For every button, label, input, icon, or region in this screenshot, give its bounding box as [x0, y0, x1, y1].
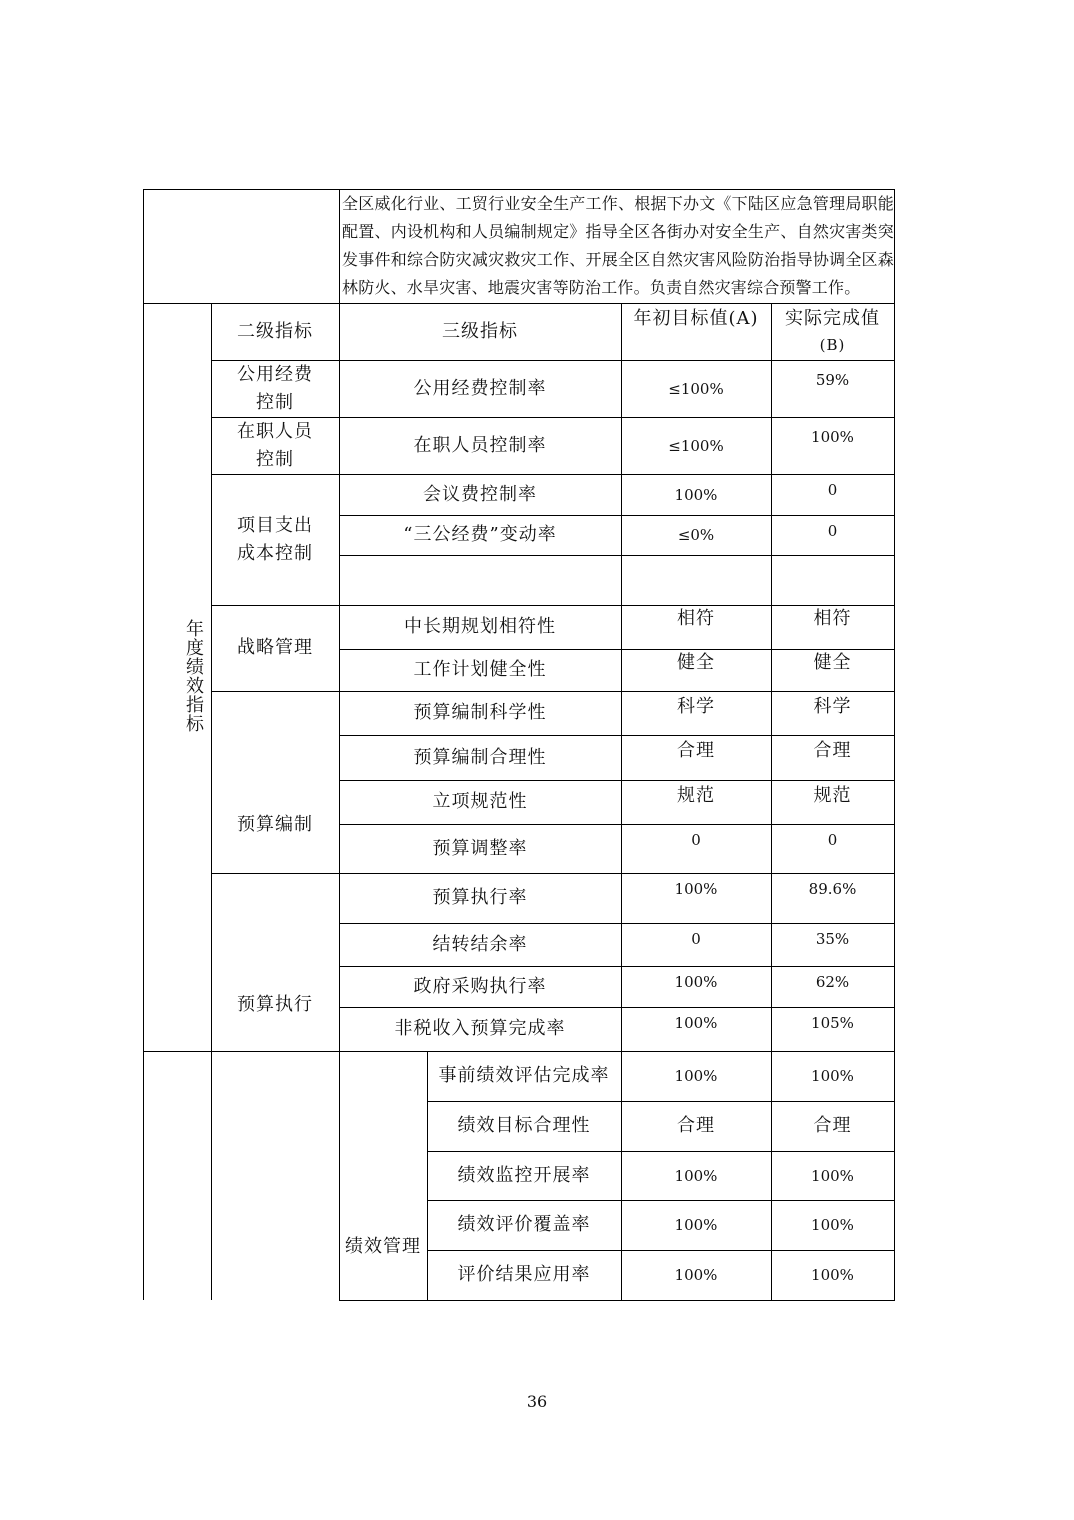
row-actual: 科学 — [813, 696, 852, 717]
row-target: 100% — [674, 880, 718, 898]
row-target: 相符 — [677, 608, 715, 629]
annual-performance-indicator-label: 年 度 绩 效 指 标 — [186, 619, 204, 735]
row-name: 结转结余率 — [432, 933, 528, 955]
perf-row-name: 事前绩效评估完成率 — [438, 1065, 610, 1086]
group-staff: 在职人员 控制 — [237, 420, 313, 470]
perf-row-actual: 100% — [811, 1067, 854, 1085]
perf-row-actual: 合理 — [813, 1115, 852, 1136]
perf-row-actual: 100% — [811, 1166, 854, 1185]
row-actual: 35% — [815, 930, 850, 948]
perf-row-name: 绩效目标合理性 — [457, 1115, 591, 1136]
header-level2: 二级指标 — [237, 320, 313, 342]
group-budget-exec: 预算执行 — [237, 994, 313, 1015]
row-actual: 62% — [815, 973, 850, 991]
row-actual: 105% — [811, 1014, 854, 1032]
row-name: 非税收入预算完成率 — [394, 1018, 566, 1039]
row-actual: 健全 — [813, 652, 852, 673]
header-level3: 三级指标 — [442, 320, 518, 342]
row-name: 公用经费控制率 — [413, 377, 547, 399]
row-actual: 59% — [815, 371, 850, 389]
perf-row-target: 100% — [674, 1216, 718, 1234]
perf-row-target: 100% — [674, 1067, 718, 1085]
row-name: 预算编制科学性 — [413, 702, 547, 723]
row-target: 合理 — [677, 740, 715, 761]
perf-row-actual: 100% — [811, 1266, 854, 1284]
row-target: 100% — [674, 973, 718, 991]
perf-row-actual: 100% — [811, 1216, 854, 1234]
row-actual: 相符 — [813, 608, 852, 629]
row-target: ≤100% — [668, 379, 724, 398]
row-actual: 合理 — [813, 740, 852, 761]
row-actual: 100% — [811, 428, 854, 446]
row-target: 100% — [674, 485, 718, 504]
row-target: ≤100% — [668, 436, 724, 455]
group-project-cost: 项目支出 成本控制 — [237, 514, 313, 564]
perf-row-name: 绩效评价覆盖率 — [457, 1214, 591, 1235]
group-public-funds: 公用经费 控制 — [237, 363, 313, 413]
row-name: 中长期规划相符性 — [404, 616, 556, 637]
perf-row-target: 100% — [674, 1266, 718, 1284]
row-name: 预算编制合理性 — [413, 746, 547, 768]
row-target: 100% — [674, 1014, 718, 1032]
header-target: 年初目标值(A) — [633, 308, 759, 329]
perf-row-target: 100% — [674, 1166, 718, 1185]
row-target: 规范 — [677, 785, 715, 806]
group-strategy: 战略管理 — [237, 637, 313, 658]
row-actual: 89.6% — [808, 880, 857, 898]
row-name: “三公经费”变动率 — [403, 524, 557, 545]
row-target: ≤0% — [677, 526, 715, 544]
row-name: 政府采购执行率 — [413, 975, 547, 997]
perf-row-target: 合理 — [677, 1115, 715, 1136]
row-name: 工作计划健全性 — [413, 659, 547, 680]
perf-row-name: 评价结果应用率 — [457, 1264, 591, 1285]
header-actual: 实际完成值 (B) — [785, 307, 880, 354]
perf-row-name: 绩效监控开展率 — [457, 1164, 591, 1186]
group-budget-prep: 预算编制 — [237, 814, 313, 835]
row-target: 0 — [691, 930, 701, 948]
row-name: 在职人员控制率 — [413, 434, 547, 456]
page-number: 36 — [526, 1392, 548, 1411]
row-target: 科学 — [677, 696, 715, 717]
group-perf-mgmt: 绩效管理 — [345, 1236, 421, 1257]
row-actual: 0 — [827, 522, 838, 540]
row-target: 0 — [691, 831, 701, 849]
row-actual: 0 — [827, 831, 838, 849]
row-name: 立项规范性 — [432, 791, 528, 812]
row-target: 健全 — [677, 652, 715, 673]
row-name: 预算执行率 — [432, 887, 528, 908]
row-name: 会议费控制率 — [423, 483, 537, 505]
row-name: 预算调整率 — [432, 837, 528, 859]
row-actual: 规范 — [813, 785, 852, 806]
intro-paragraph: 全区威化行业、工贸行业安全生产工作、根据下办文《下陆区应急管理局职能配置、内设机构和人员编制规定》指导全区各街办对安全生产、自然灾害类突发事件和综合防灾减灾救灾工作、开展全区自然灾害风险防治指导协调全区森林防火、水旱灾害、地震灾害等防治工作。负责自然灾害综合预警工作。 — [342, 194, 894, 297]
row-actual: 0 — [827, 481, 838, 499]
